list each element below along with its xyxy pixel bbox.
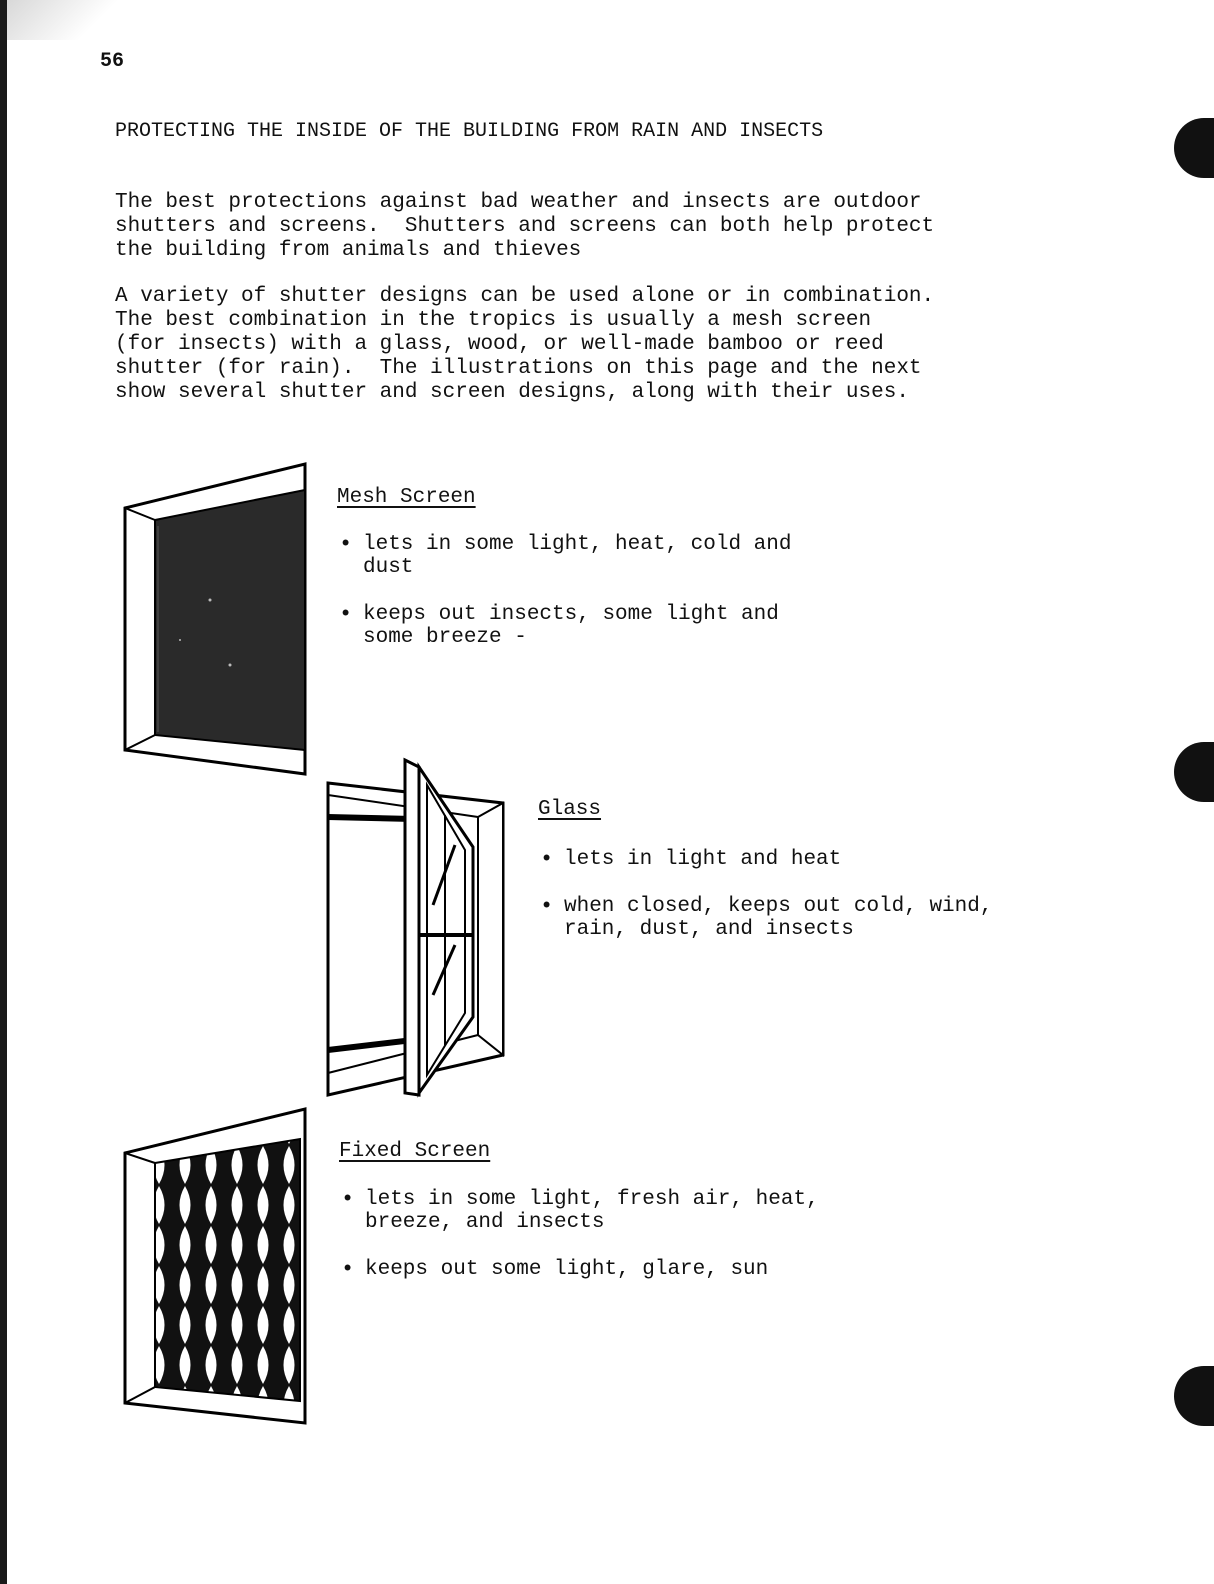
binder-hole-top	[1174, 118, 1214, 178]
intro-paragraph: The best protections against bad weather and insects are outdoor shutters and screens. Shutters and screens can both help protect the building from animals and thieves	[115, 191, 935, 262]
fixed-screen-bullets	[339, 1188, 819, 1305]
list-item: • lets in light and heat	[538, 848, 992, 871]
page-title: PROTECTING THE INSIDE OF THE BUILDING FROM RAIN AND INSECTS	[115, 120, 824, 143]
list-item: • when closed, keeps out cold, wind, rain, dust, and insects	[538, 895, 992, 941]
binder-hole-bottom	[1174, 1366, 1214, 1426]
list-item: • lets in some light, fresh air, heat, breeze, and insects	[339, 1188, 819, 1234]
fixed-screen-illustration	[120, 1105, 310, 1430]
glass-bullets	[538, 848, 992, 965]
list-item: • lets in some light, heat, cold and dust	[337, 533, 791, 579]
fixed-screen-heading: Fixed Screen	[339, 1140, 491, 1163]
mesh-screen-heading: Mesh Screen	[337, 486, 476, 509]
list-item: • keeps out some light, glare, sun	[339, 1258, 819, 1281]
mesh-screen-illustration	[120, 460, 310, 780]
scan-shade	[7, 0, 127, 40]
page-edge	[0, 0, 7, 1584]
designs-paragraph: A variety of shutter designs can be used alone or in combination. The best combination in the tropics is usually a mesh screen (for insects) with a glass, wood, or well-made bamboo or reed shutter (for rain). The illustrations on this page and the next show several shutter and screen designs, along with their uses.	[115, 285, 935, 404]
page-number: 56	[100, 50, 125, 73]
binder-hole-middle	[1174, 742, 1214, 802]
mesh-screen-bullets	[337, 533, 791, 673]
glass-heading: Glass	[538, 798, 602, 821]
list-item: • keeps out insects, some light and some breeze -	[337, 603, 791, 649]
glass-window-illustration	[323, 755, 513, 1105]
